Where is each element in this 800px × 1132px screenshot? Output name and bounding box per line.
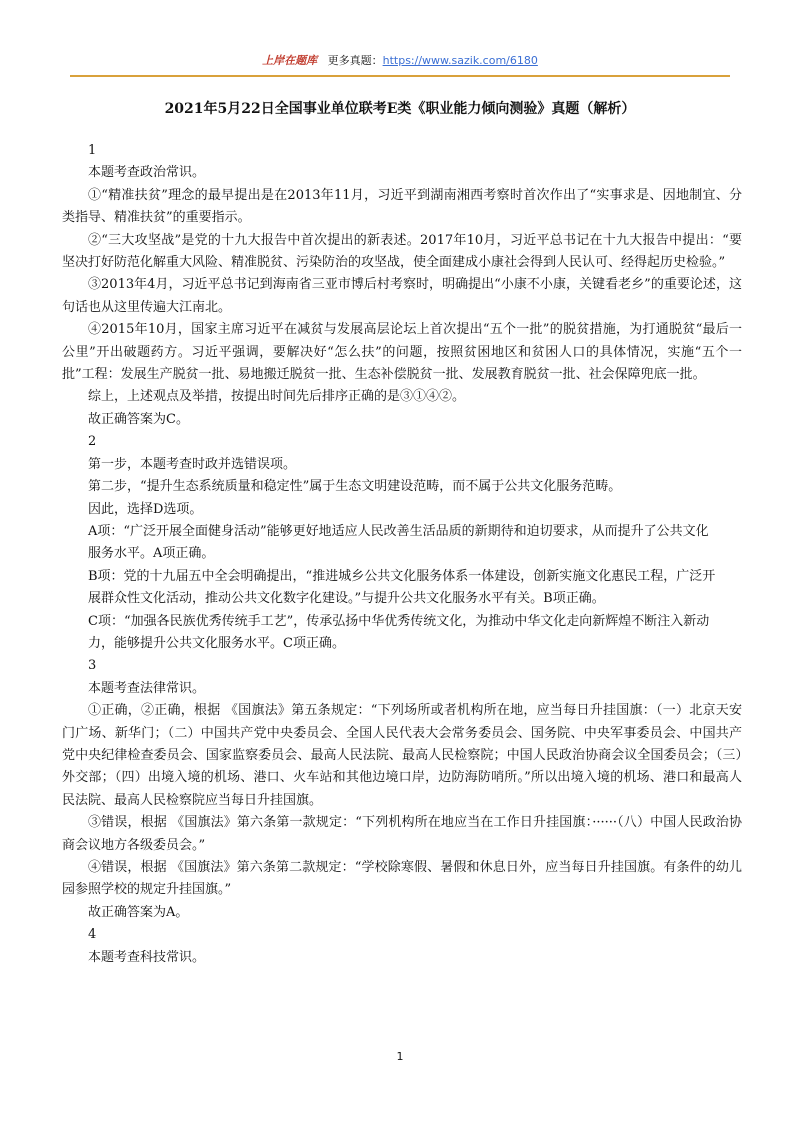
paragraph: ④2015年10月，国家主席习近平在减贫与发展高层论坛上首次提出“五个一批”的脱贫措施，为打通脱贫“最后一公里”开出破题药方。习近平强调，要解决好“怎么扶”的问题，按照贫困地区和贫困人口的具体情况，实施“五个一批”工程：发展生产脱贫一批、易地搬迁脱贫一批、生态补偿脱贫一批、发展教育脱贫一批、社会保障兜底一批。	[62, 322, 742, 383]
header-brand: 上岸在题库	[262, 54, 318, 67]
question-number: 1	[88, 143, 97, 158]
document-body	[62, 140, 742, 969]
paragraph: 力，能够提升公共文化服务水平。C项正确。	[88, 635, 345, 651]
paragraph: 展群众性文化活动，推动公共文化数字化建设。”与提升公共文化服务水平有关。B项正确。	[88, 591, 605, 607]
paragraph: B项：党的十九届五中全会明确提出，“推进城乡公共文化服务体系一体建设，创新实施文化惠民工程，广泛开	[88, 568, 716, 584]
paragraph: 本题考查科技常识。	[88, 949, 206, 965]
paragraph: ②“三大攻坚战”是党的十九大报告中首次提出的新表述。2017年10月，习近平总书记在十九大报告中提出：“要坚决打好防范化解重大风险、精准脱贫、污染防治的攻坚战，使全面建成小康社会得到人民认可、经得起历史检验。”	[62, 232, 742, 271]
paragraph: ④错误，根据 《国旗法》第六条第二款规定：“学校除寒假、暑假和休息日外，应当每日升挂国旗。有条件的幼儿园参照学校的规定升挂国旗。”	[62, 860, 742, 898]
page-header	[0, 52, 800, 68]
paragraph: C项：“加强各民族优秀传统手工艺”，传承弘扬中华优秀传统文化，为推动中华文化走向新辉煌不断注入新动	[88, 613, 710, 629]
paragraph: ③错误，根据 《国旗法》第六条第一款规定：“下列机构所在地应当在工作日升挂国旗：······（八）中国人民政治协商会议地方各级委员会。”	[62, 815, 742, 853]
paragraph: 故正确答案为A。	[88, 904, 189, 920]
question-number: 3	[88, 658, 97, 674]
paragraph: 第二步，“提升生态系统质量和稳定性”属于生态文明建设范畴，而不属于公共文化服务范畴。	[88, 479, 622, 495]
header-link[interactable]: https://www.sazik.com/6180	[382, 54, 538, 67]
paragraph: 综上，上述观点及举措，按提出时间先后排序正确的是③①④②。	[88, 389, 466, 405]
paragraph: 本题考查政治常识。	[88, 165, 206, 181]
question-number: 4	[88, 927, 97, 943]
paragraph: 本题考查法律常识。	[88, 680, 206, 696]
page-number: 1	[396, 1050, 404, 1063]
paragraph: ①正确，②正确，根据 《国旗法》第五条规定：“下列场所或者机构所在地，应当每日升挂国旗：（一）北京天安门广场、新华门；（二）中国共产党中央委员会、全国人民代表大会常务委员会、国务院、中央军事委员会、中国共产党中央纪律检查委员会、国家监察委员会、最高人民法院、最高人民检察院；中国人民政治协商会议全国委员会；（三）外交部；（四）出境入境的机场、港口、火车站和其他边境口岸，边防海防哨所。”所以出境入境的机场、港口和最高人民法院、最高人民检察院应当每日升挂国旗。	[62, 703, 742, 808]
paragraph: ①“精准扶贫”理念的最早提出是在2013年11月，习近平到湖南湘西考察时首次作出了“实事求是、因地制宜、分类指导、精准扶贫”的重要指示。	[62, 187, 742, 226]
document-title: 2021年5月22日全国事业单位联考E类《职业能力倾向测验》真题（解析）	[164, 101, 636, 117]
question-number: 2	[88, 434, 97, 450]
header-prefix: 更多真题：	[327, 54, 383, 67]
paragraph: 故正确答案为C。	[88, 411, 189, 427]
paragraph: ③2013年4月，习近平总书记到海南省三亚市博后村考察时，明确提出“小康不小康，关键看老乡”的重要论述，这句话也从这里传遍大江南北。	[62, 277, 742, 315]
paragraph: 服务水平。A项正确。	[88, 546, 215, 562]
paragraph: A项：“广泛开展全面健身活动”能够更好地适应人民改善生活品质的新期待和迫切要求，从而提升了公共文化	[88, 523, 709, 539]
header-divider	[70, 75, 730, 77]
paragraph: 第一步，本题考查时政并选错误项。	[88, 456, 297, 472]
paragraph: 因此，选择D选项。	[88, 501, 203, 517]
